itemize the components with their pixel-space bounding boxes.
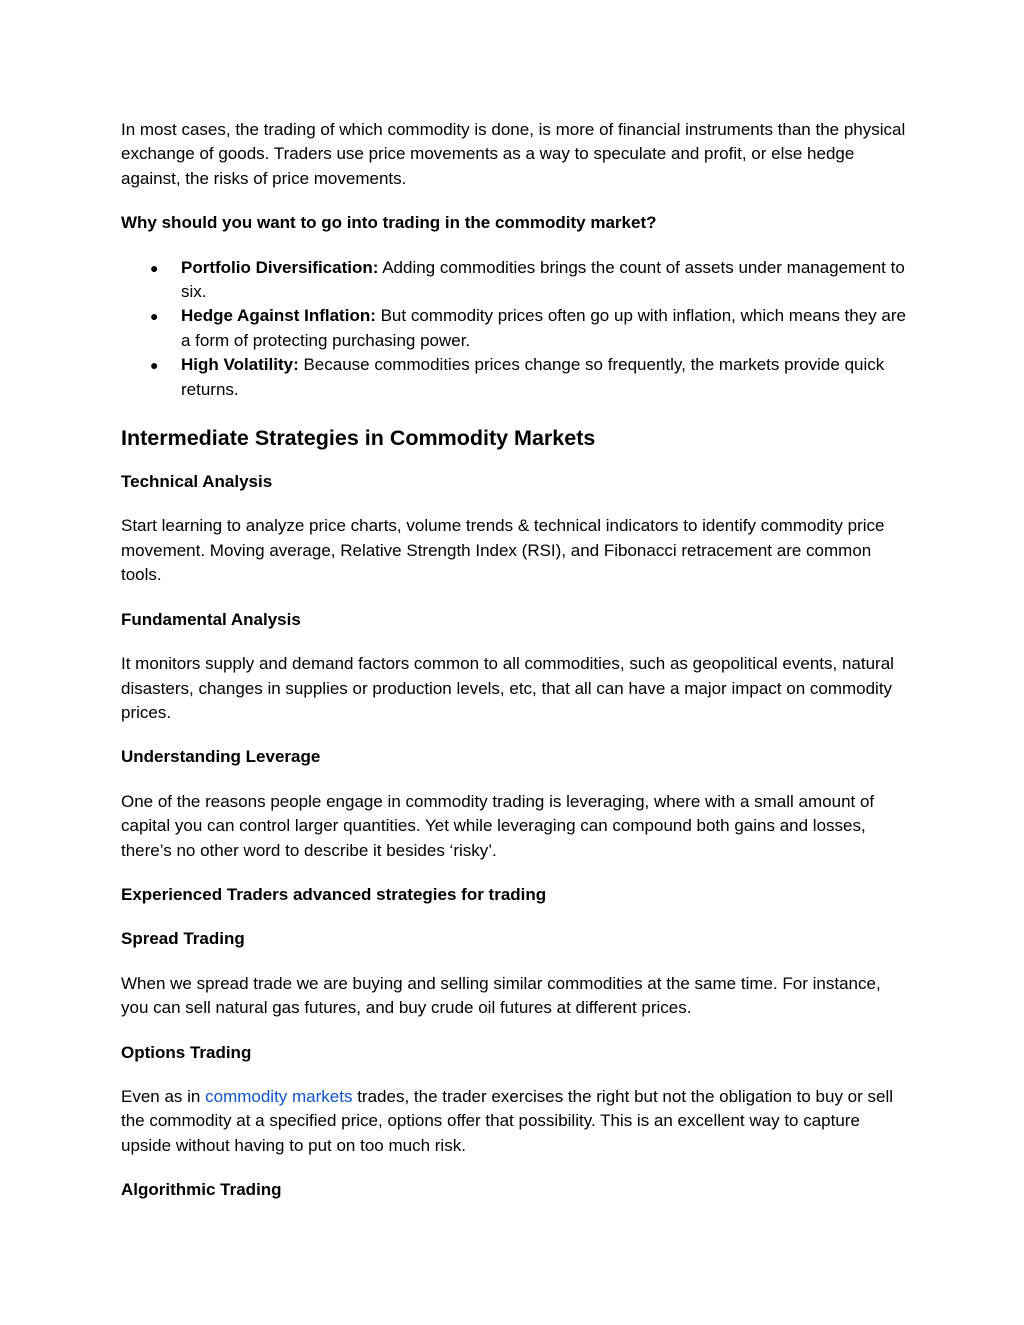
bullet-term: High Volatility: bbox=[181, 355, 299, 375]
bullet-text: Adding commodities brings the count of assets under management to six. bbox=[181, 257, 905, 302]
leverage-heading: Understanding Leverage bbox=[121, 747, 321, 767]
spread-trading-paragraph: When we spread trade we are buying and selling similar commodities at the same time. For instance, you can sell natural gas futures, and buy crude oil futures at different prices. bbox=[121, 973, 881, 1018]
document-page bbox=[121, 118, 911, 1223]
why-heading: Why should you want to go into trading in the commodity market? bbox=[121, 213, 657, 233]
list-item bbox=[121, 353, 911, 402]
technical-analysis-paragraph: Start learning to analyze price charts, volume trends & technical indicators to identify commodity price movement. Moving average, Relative Strength Index (RSI), and Fibonacci retracement are common tools. bbox=[121, 516, 885, 585]
technical-analysis-heading: Technical Analysis bbox=[121, 472, 273, 492]
benefits-list bbox=[121, 256, 911, 402]
advanced-heading: Experienced Traders advanced strategies for trading bbox=[121, 884, 547, 904]
list-item bbox=[121, 256, 911, 305]
options-trading-heading: Options Trading bbox=[121, 1042, 252, 1062]
fundamental-analysis-heading: Fundamental Analysis bbox=[121, 609, 301, 629]
leverage-paragraph: One of the reasons people engage in commodity trading is leveraging, where with a small amount of capital you can control larger quantities. Yet while leveraging can compound both gains and losses, there’s no other word to describe it besides ‘risky’. bbox=[121, 791, 875, 860]
algorithmic-trading-heading: Algorithmic Trading bbox=[121, 1180, 282, 1200]
bullet-dot-icon: ● bbox=[150, 357, 159, 374]
fundamental-analysis-paragraph: It monitors supply and demand factors common to all commodities, such as geopolitical events, natural disasters, changes in supplies or production levels, etc, that all can have a major impact on commodity prices. bbox=[121, 654, 894, 722]
bullet-term: Portfolio Diversification: bbox=[181, 257, 379, 277]
bullet-text: Because commodities prices change so frequently, the markets provide quick returns. bbox=[181, 355, 885, 399]
intermediate-heading: Intermediate Strategies in Commodity Markets bbox=[121, 426, 596, 451]
options-text-before-link: Even as in bbox=[121, 1086, 206, 1106]
list-item bbox=[121, 304, 911, 353]
options-text-after-link: trades, the trader exercises the right but not the obligation to buy or sell the commodity at a specified price, options offer that possibility. This is an excellent way to capture upside without having to put on too much risk. bbox=[121, 1086, 894, 1155]
bullet-term: Hedge Against Inflation: bbox=[181, 306, 376, 326]
bullet-dot-icon: ● bbox=[150, 259, 159, 276]
bullet-dot-icon: ● bbox=[150, 308, 159, 325]
options-trading-paragraph bbox=[121, 1085, 911, 1158]
spread-trading-heading: Spread Trading bbox=[121, 929, 245, 949]
intro-paragraph: In most cases, the trading of which commodity is done, is more of financial instruments than the physical exchange of goods. Traders use price movements as a way to speculate and profit, or else hedge against, the risks of price movements. bbox=[121, 120, 906, 188]
commodity-markets-link[interactable]: commodity markets bbox=[205, 1086, 353, 1106]
bullet-text: But commodity prices often go up with inflation, which means they are a form of protecting purchasing power. bbox=[181, 306, 906, 350]
